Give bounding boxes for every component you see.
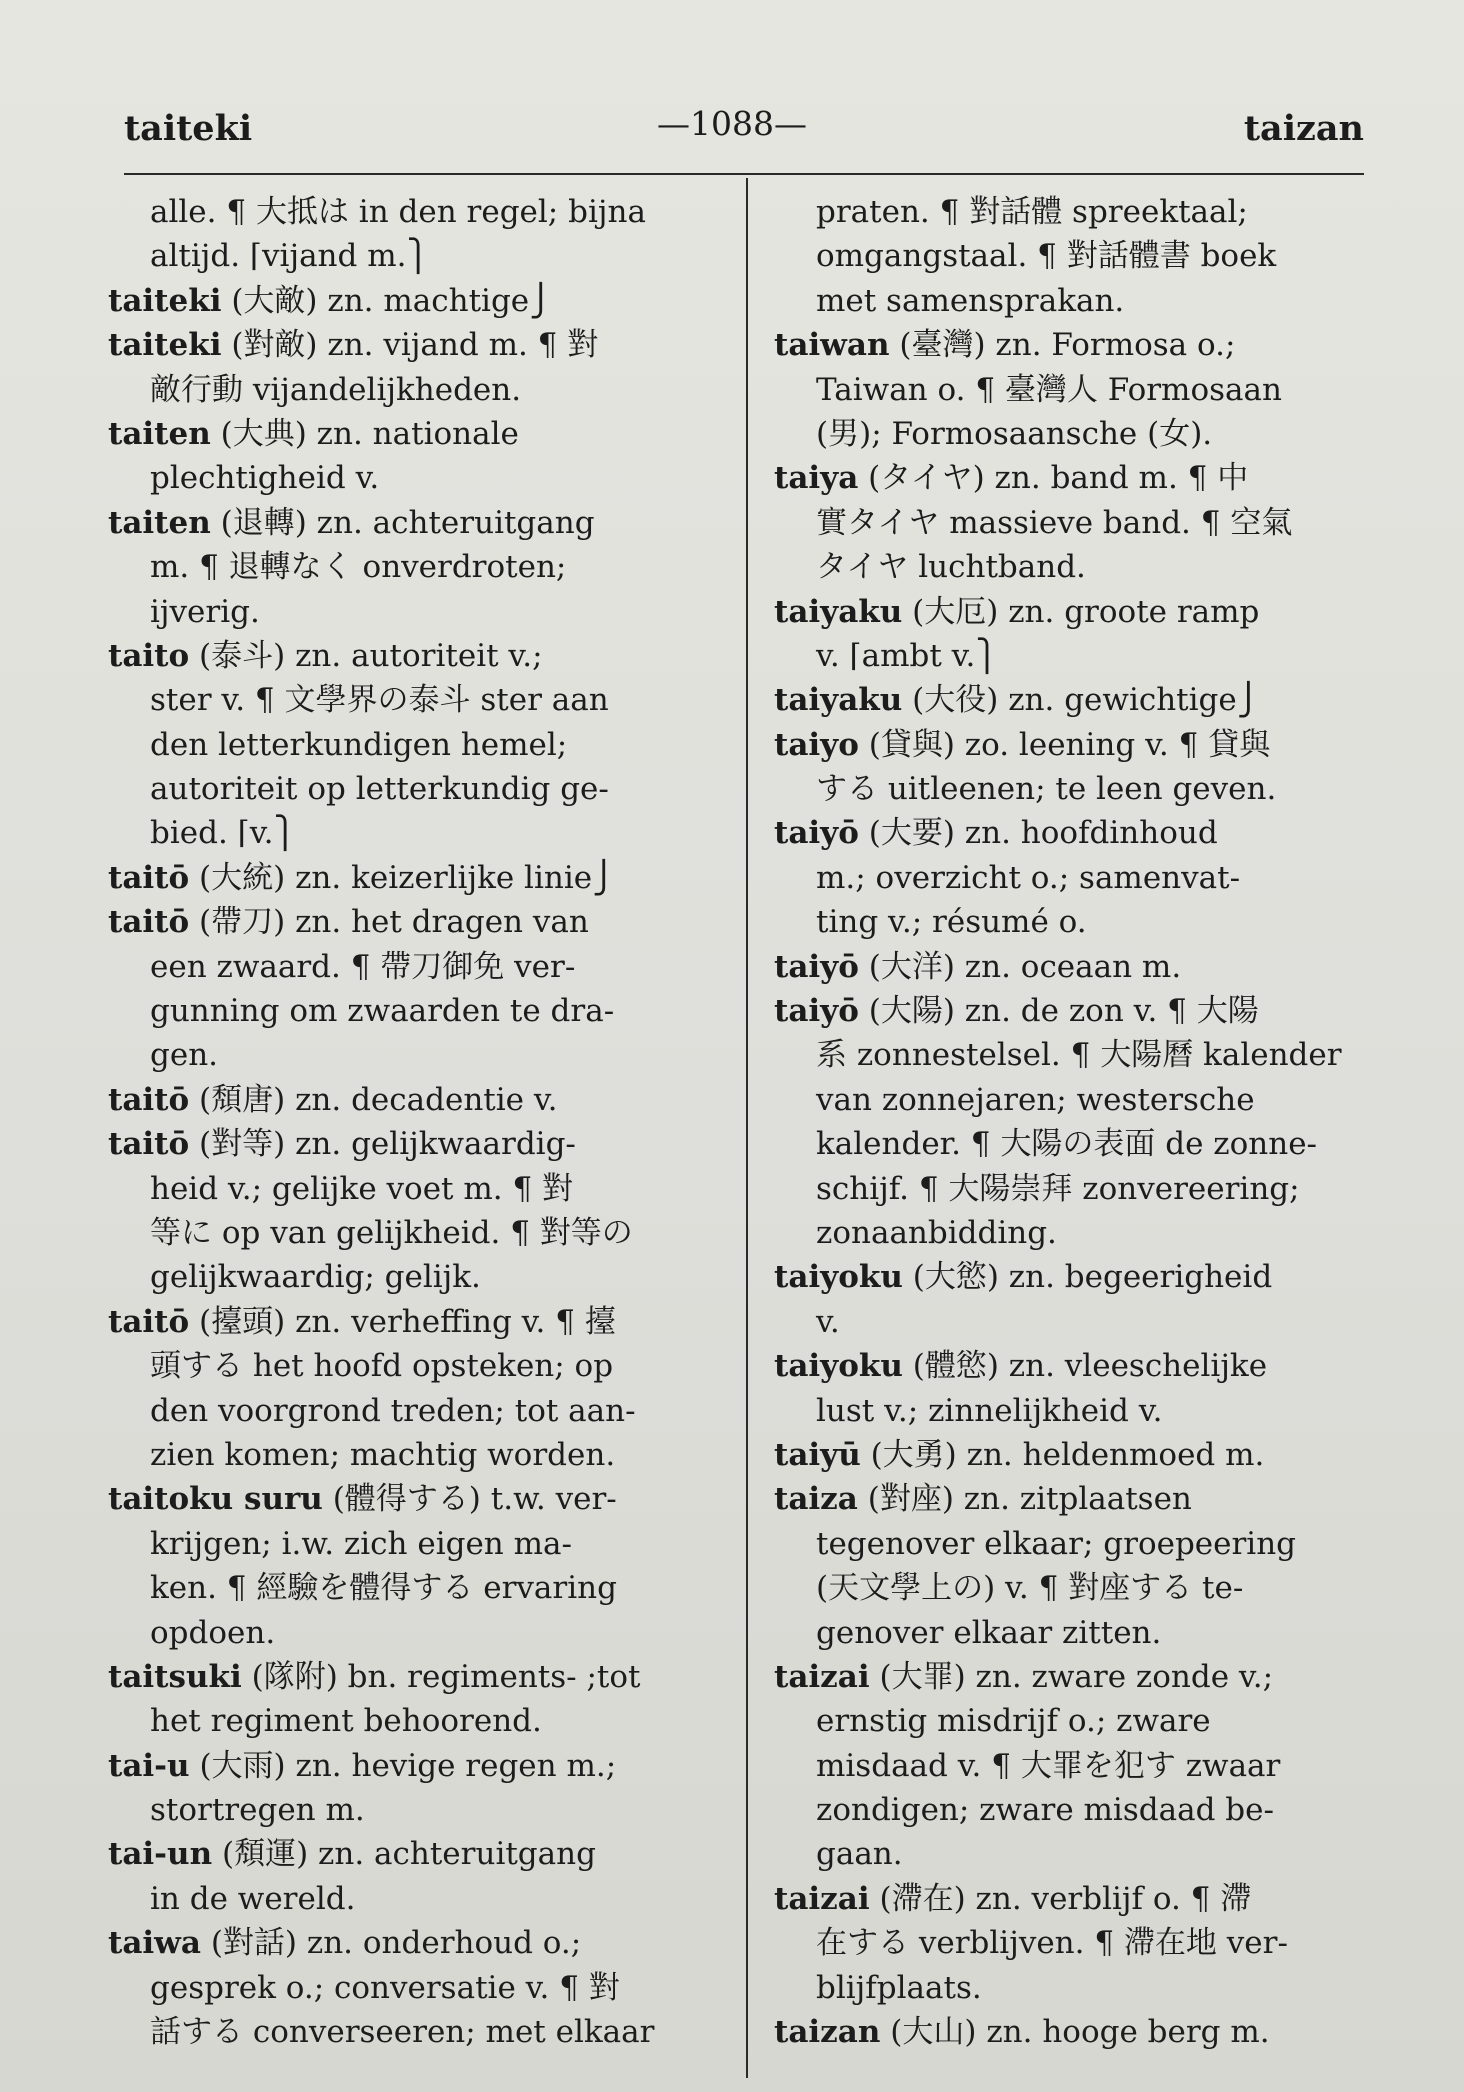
entry-text: gelijkwaardig; gelijk.	[150, 1259, 481, 1296]
entry-line	[108, 1300, 720, 1344]
headword: taitsuki	[108, 1658, 242, 1695]
entry-line	[108, 1167, 720, 1211]
entry-line	[108, 1033, 720, 1077]
entry-line	[108, 1921, 720, 1965]
entry-line	[108, 1966, 720, 2010]
entry-text: v.	[816, 1303, 840, 1340]
entry-text: opdoen.	[150, 1614, 276, 1651]
entry-text: m.; overzicht o.; samenvat-	[816, 859, 1241, 896]
headword: taiyō	[774, 815, 859, 852]
entry-line	[774, 323, 1380, 367]
entry-line	[108, 1788, 720, 1832]
entry-line	[108, 634, 720, 678]
entry-line	[774, 900, 1380, 944]
entry-line	[108, 1078, 720, 1122]
headword: taiten	[108, 504, 211, 541]
entry-line	[108, 590, 720, 634]
entry-text: (大統) zn. keizerlijke linie⎭	[189, 859, 616, 896]
headword: taiyū	[774, 1436, 861, 1473]
entry-line	[774, 545, 1380, 589]
entry-text: m. ¶ 退轉なく onverdroten;	[150, 549, 567, 586]
entry-text: den letterkundigen hemel;	[150, 726, 568, 763]
entry-line	[108, 1877, 720, 1921]
entry-line	[774, 2010, 1380, 2054]
entry-line	[774, 1344, 1380, 1388]
entry-line	[108, 989, 720, 1033]
entry-text: ting v.; résumé o.	[816, 904, 1087, 941]
entry-text: ijverig.	[150, 593, 260, 630]
entry-line	[108, 1744, 720, 1788]
entry-line	[108, 2010, 720, 2054]
entry-line	[774, 1078, 1380, 1122]
entry-text: heid v.; gelijke voet m. ¶ 對	[150, 1170, 574, 1207]
running-head-left: taiteki	[124, 108, 253, 149]
entry-text: altijd. ⌈vijand m.⎫	[150, 238, 430, 275]
entry-text: (大厄) zn. groote ramp	[902, 593, 1260, 630]
entry-line	[108, 678, 720, 722]
entry-text: gunning om zwaarden te dra-	[150, 993, 615, 1030]
headword: taiyaku	[774, 682, 903, 719]
headword: taitō	[108, 1303, 190, 1340]
entry-text: een zwaard. ¶ 帶刀御免 ver-	[150, 948, 576, 985]
entry-text: (擡頭) zn. verheffing v. ¶ 擡	[189, 1303, 616, 1340]
headword: taitō	[108, 859, 190, 896]
entry-line	[774, 1522, 1380, 1566]
entry-line	[108, 1566, 720, 1610]
entry-line	[774, 234, 1380, 278]
entry-line	[774, 767, 1380, 811]
entry-line	[774, 989, 1380, 1033]
entry-line	[774, 368, 1380, 412]
entry-line	[774, 1211, 1380, 1255]
entry-text: gen.	[150, 1037, 219, 1074]
entry-line	[108, 1522, 720, 1566]
entry-text: krijgen; i.w. zich eigen ma-	[150, 1525, 572, 1562]
entry-line	[774, 590, 1380, 634]
headword: taiyo	[774, 726, 859, 763]
entry-text: (大勇) zn. heldenmoed m.	[860, 1436, 1265, 1473]
entry-text: genover elkaar zitten.	[816, 1614, 1162, 1651]
entry-line	[774, 1655, 1380, 1699]
entry-line	[774, 856, 1380, 900]
headword: taiyoku	[774, 1348, 903, 1385]
entry-line	[774, 279, 1380, 323]
headword: taitō	[108, 904, 190, 941]
entry-line	[774, 1033, 1380, 1077]
column-divider	[746, 178, 748, 2078]
entry-text: (滯在) zn. verblijf o. ¶ 滯	[869, 1880, 1252, 1917]
entry-text: 頭する het hoofd opsteken; op	[150, 1348, 614, 1385]
entry-line	[774, 1477, 1380, 1521]
entry-line	[774, 190, 1380, 234]
entry-text: (退轉) zn. achteruitgang	[210, 504, 595, 541]
entry-line	[774, 723, 1380, 767]
entry-text: 等に op van gelijkheid. ¶ 對等の	[150, 1214, 633, 1251]
entry-text: (對話) zn. onderhoud o.;	[200, 1925, 582, 1962]
entry-text: kalender. ¶ 大陽の表面 de zonne-	[816, 1126, 1318, 1163]
entry-line	[108, 811, 720, 855]
entry-line	[774, 1611, 1380, 1655]
headword: taito	[108, 637, 190, 674]
entry-text: (大山) zn. hooge berg m.	[880, 2014, 1270, 2051]
entry-line	[108, 412, 720, 456]
entry-text: (大罪) zn. zware zonde v.;	[869, 1658, 1274, 1695]
entry-line	[108, 234, 720, 278]
entry-text: gesprek o.; conversatie v. ¶ 對	[150, 1969, 620, 2006]
entry-line	[108, 1389, 720, 1433]
entry-line	[774, 1122, 1380, 1166]
entry-text: zien komen; machtig worden.	[150, 1436, 616, 1473]
entry-text: (大雨) zn. hevige regen m.;	[189, 1747, 617, 1784]
entry-text: met samensprakan.	[816, 282, 1125, 319]
entry-text: (大陽) zn. de zon v. ¶ 大陽	[858, 993, 1259, 1030]
entry-text: omgangstaal. ¶ 對話體書 boek	[816, 238, 1277, 275]
entry-text: in de wereld.	[150, 1880, 356, 1917]
entry-text: alle. ¶ 大抵は in den regel; bijna	[150, 194, 646, 230]
entry-text: Taiwan o. ¶ 臺灣人 Formosaan	[816, 371, 1282, 408]
entry-line	[108, 1211, 720, 1255]
headword: taiteki	[108, 327, 222, 364]
entry-text: (對敵) zn. vijand m. ¶ 對	[221, 327, 599, 364]
entry-line	[108, 279, 720, 323]
entry-text: het regiment behoorend.	[150, 1703, 542, 1740]
entry-line	[774, 1921, 1380, 1965]
entry-line	[108, 945, 720, 989]
entry-line	[108, 1255, 720, 1299]
entry-text: 在する verblijven. ¶ 滯在地 ver-	[816, 1925, 1288, 1962]
entry-text: 系 zonnestelsel. ¶ 大陽曆 kalender	[816, 1037, 1342, 1074]
entry-text: tegenover elkaar; groepeering	[816, 1525, 1297, 1562]
entry-line	[774, 634, 1380, 678]
entry-text: (大役) zn. gewichtige⎭	[902, 682, 1260, 719]
entry-line	[774, 501, 1380, 545]
entry-text: v. ⌈ambt v.⎫	[816, 637, 999, 674]
headword: taitoku suru	[108, 1481, 323, 1518]
entry-text: autoriteit op letterkundig ge-	[150, 771, 609, 808]
entry-line	[774, 1566, 1380, 1610]
running-head-right: taizan	[1243, 108, 1364, 149]
entry-text: gaan.	[816, 1836, 903, 1873]
entry-text: zonaanbidding.	[816, 1214, 1057, 1251]
entry-text: (對等) zn. gelijkwaardig-	[189, 1126, 576, 1163]
entry-line	[108, 545, 720, 589]
headword: taiyō	[774, 993, 859, 1030]
entry-line	[108, 900, 720, 944]
headword: taiyō	[774, 948, 859, 985]
headword: taiza	[774, 1481, 858, 1518]
entry-line	[108, 856, 720, 900]
entry-text: praten. ¶ 對話體 spreektaal;	[816, 194, 1248, 230]
entry-text: する uitleenen; te leen geven.	[816, 771, 1277, 808]
entry-text: (隊附) bn. regiments- ;tot	[241, 1658, 641, 1695]
entry-text: ster v. ¶ 文學界の泰斗 ster aan	[150, 682, 609, 719]
entry-line	[774, 1877, 1380, 1921]
headword: taiwa	[108, 1925, 201, 1962]
entry-text: (體得する) t.w. ver-	[322, 1481, 617, 1518]
entry-line	[774, 1699, 1380, 1743]
entry-text: (頽唐) zn. decadentie v.	[189, 1081, 558, 1118]
entry-text: 話する converseeren; met elkaar	[150, 2014, 655, 2051]
entry-line	[774, 1389, 1380, 1433]
entry-line	[774, 1788, 1380, 1832]
entry-text: タイヤ luchtband.	[816, 549, 1086, 586]
entry-text: (大要) zn. hoofdinhoud	[858, 815, 1218, 852]
entry-line	[108, 501, 720, 545]
entry-text: (貸與) zo. leening v. ¶ 貸與	[858, 726, 1271, 763]
entry-text: van zonnejaren; westersche	[816, 1081, 1255, 1118]
entry-line	[774, 1167, 1380, 1211]
entry-text: bied. ⌈v.⎫	[150, 815, 297, 852]
headword: taiwan	[774, 327, 890, 364]
entry-line	[774, 412, 1380, 456]
entry-text: (帶刀) zn. het dragen van	[189, 904, 589, 941]
entry-text: blijfplaats.	[816, 1969, 982, 2006]
entry-line	[108, 723, 720, 767]
entry-line	[774, 811, 1380, 855]
entry-line	[108, 767, 720, 811]
entry-line	[108, 1699, 720, 1743]
entry-line	[774, 945, 1380, 989]
entry-text: (對座) zn. zitplaatsen	[857, 1481, 1192, 1518]
entry-text: schijf. ¶ 大陽崇拜 zonvereering;	[816, 1170, 1300, 1207]
entry-text: stortregen m.	[150, 1792, 365, 1829]
entry-line	[774, 1255, 1380, 1299]
entry-text: (大慾) zn. begeerigheid	[902, 1259, 1273, 1296]
entry-text: (大洋) zn. oceaan m.	[858, 948, 1182, 985]
entry-text: (體慾) zn. vleeschelijke	[902, 1348, 1268, 1385]
headword: taiyaku	[774, 593, 903, 630]
entry-line	[774, 1300, 1380, 1344]
entry-line	[108, 1433, 720, 1477]
right-column	[774, 190, 1380, 2054]
header-rule	[124, 173, 1364, 175]
entry-text: zondigen; zware misdaad be-	[816, 1792, 1274, 1829]
entry-line	[108, 1122, 720, 1166]
entry-text: (頽運) zn. achteruitgang	[212, 1836, 596, 1873]
headword: taiyoku	[774, 1259, 903, 1296]
entry-line	[108, 1655, 720, 1699]
entry-text: (大典) zn. nationale	[210, 415, 519, 452]
headword: taizai	[774, 1658, 870, 1695]
entry-text: (泰斗) zn. autoriteit v.;	[189, 637, 543, 674]
entry-line	[774, 456, 1380, 500]
entry-text: ernstig misdrijf o.; zware	[816, 1703, 1211, 1740]
entry-text: (臺灣) zn. Formosa o.;	[889, 327, 1236, 364]
headword: taitō	[108, 1126, 190, 1163]
entry-line	[108, 1477, 720, 1521]
entry-text: 敵行動 vijandelijkheden.	[150, 371, 522, 408]
page-number: —1088—	[657, 104, 807, 143]
entry-line	[108, 1611, 720, 1655]
headword: taizai	[774, 1880, 870, 1917]
headword: taiya	[774, 460, 859, 497]
headword: tai-u	[108, 1747, 190, 1784]
entry-text: plechtigheid v.	[150, 460, 380, 497]
entry-text: 實タイヤ massieve band. ¶ 空氣	[816, 504, 1293, 541]
entry-text: (男); Formosaansche (女).	[816, 415, 1213, 452]
entry-line	[774, 1966, 1380, 2010]
headword: tai-un	[108, 1836, 213, 1873]
entry-line	[774, 678, 1380, 722]
entry-text: ken. ¶ 經驗を體得する ervaring	[150, 1570, 617, 1607]
entry-line	[108, 456, 720, 500]
left-column	[108, 190, 720, 2054]
headword: taiten	[108, 415, 211, 452]
entry-line	[774, 1433, 1380, 1477]
headword: taiteki	[108, 282, 222, 319]
entry-text: (タイヤ) zn. band m. ¶ 中	[858, 460, 1249, 497]
entry-line	[108, 190, 720, 234]
entry-text: lust v.; zinnelijkheid v.	[816, 1392, 1163, 1429]
headword: taitō	[108, 1081, 190, 1118]
entry-line	[774, 1832, 1380, 1876]
entry-text: den voorgrond treden; tot aan-	[150, 1392, 636, 1429]
entry-line	[774, 1744, 1380, 1788]
entry-text: (天文學上の) v. ¶ 對座する te-	[816, 1570, 1244, 1607]
entry-line	[108, 368, 720, 412]
entry-line	[108, 1344, 720, 1388]
entry-text: misdaad v. ¶ 大罪を犯す zwaar	[816, 1747, 1281, 1784]
entry-line	[108, 323, 720, 367]
entry-text: (大敵) zn. machtige⎭	[221, 282, 553, 319]
entry-line	[108, 1832, 720, 1876]
headword: taizan	[774, 2014, 881, 2051]
